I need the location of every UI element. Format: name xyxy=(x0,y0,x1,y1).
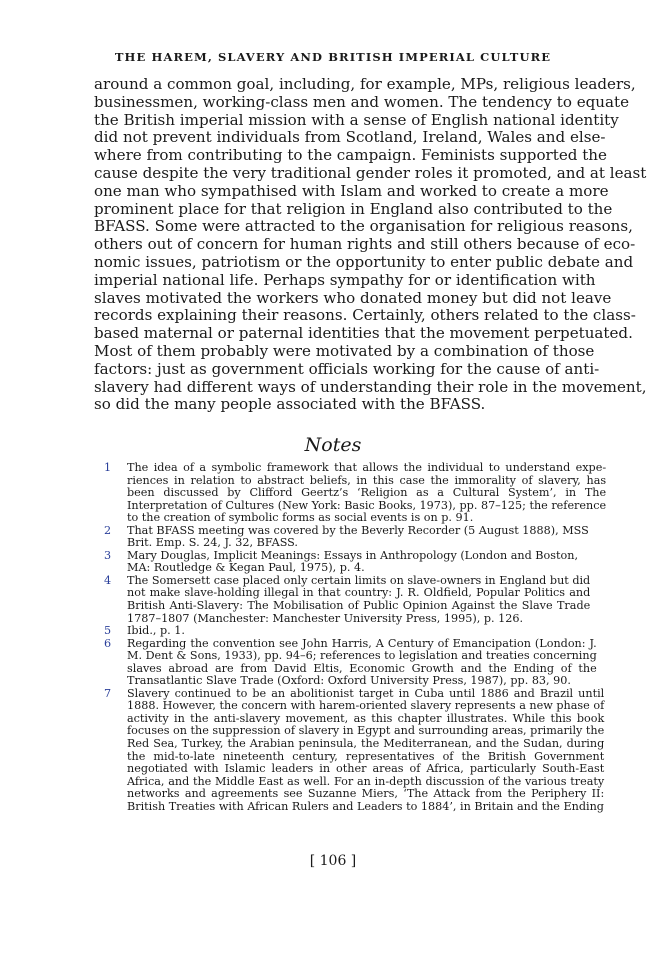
body-line: where from contributing to the campaign. Feminists supported the xyxy=(94,146,607,165)
body-line: cause despite the very traditional gender roles it promoted, and at least xyxy=(94,163,647,182)
body-line: BFASS. Some were attracted to the organisation for religious reasons, xyxy=(94,217,633,236)
note-number: 7 xyxy=(104,686,112,700)
body-line: factors: just as government officials working for the cause of anti- xyxy=(94,359,600,378)
note-line: focuses on the suppression of slavery in Egypt and surrounding areas, primarily the xyxy=(127,724,605,738)
note-number: 4 xyxy=(104,573,112,587)
body-line: slavery had different ways of understanding their role in the movement, xyxy=(94,377,647,396)
note-line: riences in relation to abstract beliefs, in this case the immorality of slavery, has xyxy=(127,473,607,487)
note-text xyxy=(127,625,574,638)
body-line: nomic issues, patriotism or the opportunity to enter public debate and xyxy=(94,252,634,271)
note-line: M. Dent & Sons, 1933), pp. 94–6; references to legislation and treaties concerning xyxy=(127,649,597,663)
note-line: Slavery continued to be an abolitionist target in Cuba until 1886 and Brazil until xyxy=(127,686,605,700)
page-number: [ 106 ] xyxy=(309,853,357,869)
body-line: based maternal or paternal identities that the movement perpetuated. xyxy=(94,324,633,343)
note-number: 6 xyxy=(104,636,112,650)
note-line: the mid-to-late nineteenth century, representatives of the British Government xyxy=(127,749,605,763)
note-line: The idea of a symbolic framework that allows the individual to understand expe- xyxy=(127,461,607,474)
body-line: did not prevent individuals from Scotland, Ireland, Wales and else- xyxy=(94,128,606,147)
note-number: 2 xyxy=(104,523,112,537)
note-text xyxy=(127,550,578,575)
body-line: the British imperial mission with a sense of English national identity xyxy=(94,110,619,129)
note-line: The Somersett case placed only certain limits on slave-owners in England but did xyxy=(127,573,591,587)
note-line: to the creation of symbolic forms as social events is on p. 91. xyxy=(127,511,474,525)
note-line: Red Sea, Turkey, the Arabian peninsula, the Mediterranean, and the Sudan, during xyxy=(127,737,605,751)
body-line: around a common goal, including, for example, MPs, religious leaders, xyxy=(94,75,636,93)
note-line: Interpretation of Cultures (New York: Basic Books, 1973), pp. 87–125; the reference xyxy=(127,498,607,512)
note-number: 3 xyxy=(104,548,112,562)
note-line: Africa, and the Middle East as well. For an in-depth discussion of the various treaty xyxy=(127,774,605,788)
body-line: imperial national life. Perhaps sympathy for or identification with xyxy=(94,270,596,289)
note-line: networks and agreements see Suzanne Miers, ‘The Attack from the Periphery II: xyxy=(127,787,605,801)
note-line: Regarding the convention see John Harris, A Century of Emancipation (London: J. xyxy=(127,636,597,650)
body-line: slaves motivated the workers who donated money but did not leave xyxy=(94,288,612,307)
note-line: 1888. However, the concern with harem-oriented slavery represents a new phase of xyxy=(127,699,605,713)
note-line: negotiated with Islamic leaders in other areas of Africa, particularly South-East xyxy=(127,762,605,776)
body-line: others out of concern for human rights and still others because of eco- xyxy=(94,235,636,254)
note-item xyxy=(104,625,574,638)
note-line: MA: Routledge & Kegan Paul, 1975), p. 4. xyxy=(127,561,365,575)
note-line: activity in the anti-slavery movement, as this chapter illustrates. While this book xyxy=(127,711,605,725)
body-line: Most of them probably were motivated by a combination of those xyxy=(94,341,595,360)
note-line: been discussed by Clifford Geertz’s ‘Religion as a Cultural System’, in The xyxy=(127,486,607,500)
note-text xyxy=(127,575,590,625)
body-line: so did the many people associated with the BFASS. xyxy=(94,395,486,414)
note-text xyxy=(127,688,604,813)
note-line: Brit. Emp. S. 24, J. 32, BFASS. xyxy=(127,536,298,550)
body-line: records explaining their reasons. Certainly, others related to the class- xyxy=(94,306,636,325)
body-line: one man who sympathised with Islam and worked to create a more xyxy=(94,181,609,200)
note-line: 1787–1807 (Manchester: Manchester University Press, 1995), p. 126. xyxy=(127,611,524,625)
notes-list xyxy=(104,461,607,813)
note-item xyxy=(104,686,605,813)
note-line: slaves abroad are from David Eltis, Economic Growth and the Ending of the xyxy=(127,661,597,675)
note-line: Transatlantic Slave Trade (Oxford: Oxford University Press, 1987), pp. 83, 90. xyxy=(127,674,571,688)
note-item xyxy=(104,461,607,525)
note-line: Ibid., p. 1. xyxy=(127,624,185,638)
note-item xyxy=(104,636,597,688)
note-item xyxy=(104,573,591,625)
running-head: THE HAREM, SLAVERY AND BRITISH IMPERIAL CULTURE xyxy=(114,50,552,64)
body-line: prominent place for that religion in England also contributed to the xyxy=(94,199,613,218)
note-item xyxy=(104,523,589,550)
note-line: British Anti-Slavery: The Mobilisation of Public Opinion Against the Slave Trade xyxy=(127,599,591,613)
note-text xyxy=(127,525,589,550)
note-line: British Treaties with African Rulers and Leaders to 1884’, in Britain and the Ending xyxy=(127,799,604,813)
notes-heading: Notes xyxy=(304,434,362,456)
note-text xyxy=(127,638,597,688)
note-item xyxy=(104,548,578,575)
body-text xyxy=(94,75,647,414)
note-line: That BFASS meeting was covered by the Beverly Recorder (5 August 1888), MSS xyxy=(127,523,589,537)
note-text xyxy=(127,462,606,525)
note-number: 5 xyxy=(104,624,112,638)
body-line: businessmen, working-class men and women. The tendency to equate xyxy=(94,92,630,111)
note-line: Mary Douglas, Implicit Meanings: Essays in Anthropology (London and Boston, xyxy=(127,548,578,562)
note-line: not make slave-holding illegal in that country: J. R. Oldfield, Popular Politics and xyxy=(127,586,591,600)
note-number: 1 xyxy=(104,461,112,474)
